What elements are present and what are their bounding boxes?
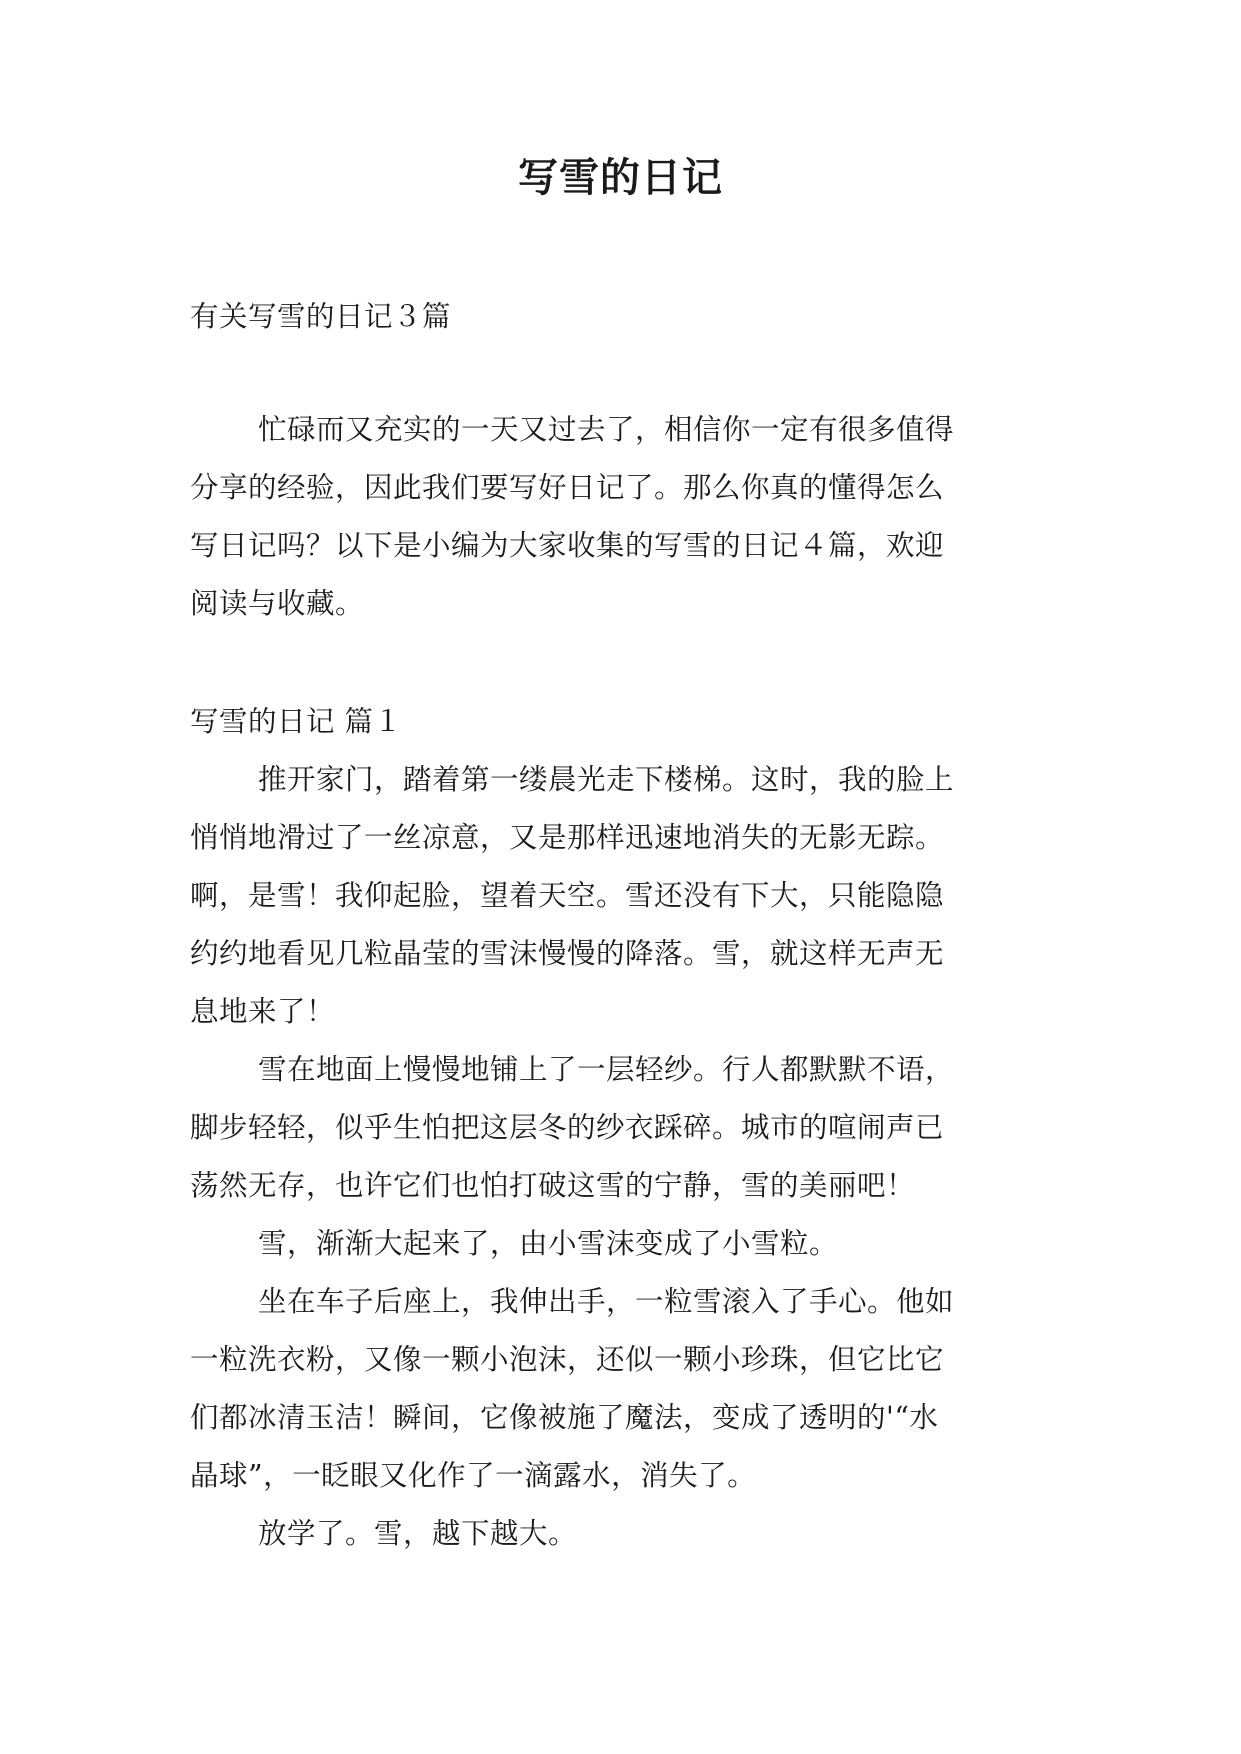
body-line: 坐在车子后座上，我伸出手，一粒雪滚入了手心。他如: [258, 1285, 955, 1318]
body-line: 啊，是雪！我仰起脸，望着天空。雪还没有下大，只能隐隐: [190, 879, 945, 912]
document-title: 写雪的日记: [518, 155, 723, 201]
document-subtitle: 有关写雪的日记３篇: [190, 300, 452, 333]
intro-line: 写日记吗？以下是小编为大家收集的写雪的日记４篇，欢迎: [190, 529, 945, 562]
intro-line: 分享的经验，因此我们要写好日记了。那么你真的懂得怎么: [190, 471, 945, 504]
body-line: 晶球”，一眨眼又化作了一滴露水，消失了。: [190, 1459, 757, 1492]
intro-line: 阅读与收藏。: [190, 587, 365, 620]
body-line: 推开家门，踏着第一缕晨光走下楼梯。这时，我的脸上: [258, 763, 955, 796]
body-line: 悄悄地滑过了一丝凉意，又是那样迅速地消失的无影无踪。: [190, 821, 945, 854]
body-line: 雪，渐渐大起来了，由小雪沫变成了小雪粒。: [258, 1227, 839, 1260]
body-line: 放学了。雪，越下越大。: [258, 1517, 578, 1550]
body-line: 荡然无存，也许它们也怕打破这雪的宁静，雪的美丽吧！: [190, 1169, 916, 1202]
intro-line: 忙碌而又充实的一天又过去了，相信你一定有很多值得: [258, 413, 955, 446]
section-heading: 写雪的日记 篇１: [190, 705, 403, 738]
body-line: 约约地看见几粒晶莹的雪沫慢慢的降落。雪，就这样无声无: [190, 937, 945, 970]
body-line: 脚步轻轻，似乎生怕把这层冬的纱衣踩碎。城市的喧闹声已: [190, 1111, 945, 1144]
body-line: 们都冰清玉洁！瞬间，它像被施了魔法，变成了透明的'“水: [190, 1401, 939, 1434]
body-line: 一粒洗衣粉，又像一颗小泡沫，还似一颗小珍珠，但它比它: [190, 1343, 945, 1376]
body-line: 息地来了！: [190, 995, 336, 1028]
body-line: 雪在地面上慢慢地铺上了一层轻纱。行人都默默不语，: [258, 1053, 955, 1086]
